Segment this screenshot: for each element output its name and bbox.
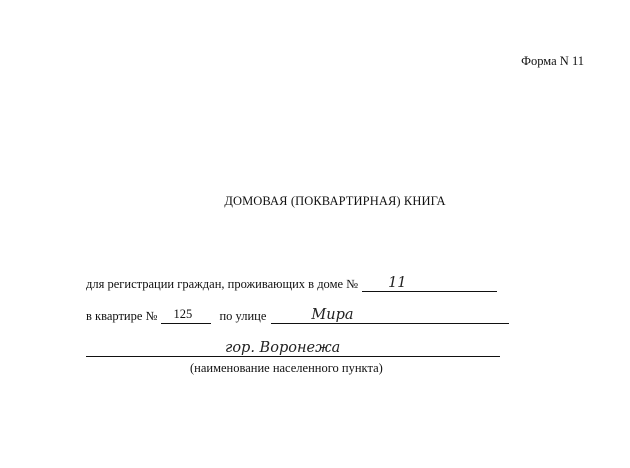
house-number-value: 11	[388, 275, 407, 291]
house-line	[86, 276, 497, 292]
house-number-field[interactable]	[362, 276, 497, 292]
apartment-number-field[interactable]	[161, 308, 211, 324]
document-title: ДОМОВАЯ (ПОКВАРТИРНАЯ) КНИГА	[224, 194, 446, 208]
settlement-field[interactable]	[86, 341, 500, 357]
apartment-prefix-label: в квартире №	[86, 309, 158, 323]
settlement-line	[86, 341, 500, 357]
apartment-number-value: 125	[173, 307, 193, 321]
form-number: Форма N 11	[521, 54, 584, 68]
settlement-caption: (наименование населенного пункта)	[190, 361, 383, 375]
street-name-value: Мира	[311, 307, 354, 323]
street-prefix-label: по улице	[219, 309, 267, 323]
house-prefix-label: для регистрации граждан, проживающих в доме №	[86, 277, 359, 291]
apartment-street-line	[86, 308, 509, 324]
street-name-field[interactable]	[271, 308, 509, 324]
settlement-value: гор. Воронежа	[225, 340, 341, 356]
